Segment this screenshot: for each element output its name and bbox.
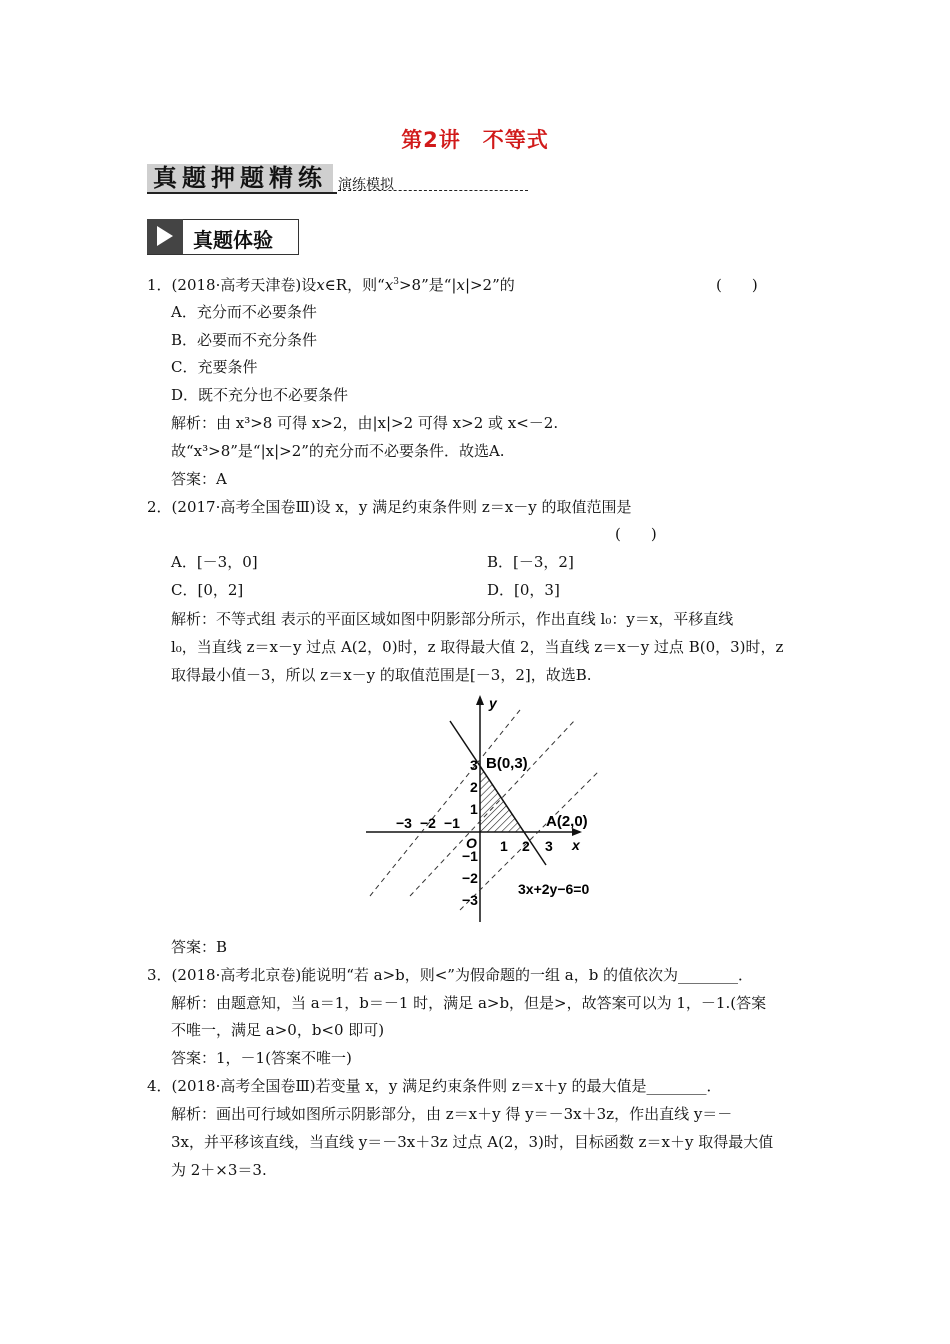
play-arrow-icon: [157, 226, 173, 246]
q1-answer-paren: ( ): [716, 276, 758, 294]
q2-analysis-line1: 解析：不等式组 表示的平面区域如图中阴影部分所示，作出直线 l₀：y＝x，平移直线: [171, 610, 734, 628]
section-banner: 真题押题精练: [147, 164, 333, 192]
q4-analysis-line3: 为 2＋×3＝3.: [171, 1161, 267, 1179]
q4-analysis-line1: 解析：画出可行域如图所示阴影部分，由 z＝x＋y 得 y＝－3x＋3z，作出直线 y＝－: [171, 1105, 733, 1123]
y-tick: −2: [462, 870, 478, 886]
y-tick: 2: [470, 779, 478, 795]
q2-answer-paren: ( ): [615, 525, 657, 543]
q1-analysis-line2: 故“x³>8”是“|x|>2”的充分而不必要条件．故选A.: [171, 442, 505, 460]
y-tick: −1: [462, 848, 478, 864]
x-tick: −2: [420, 815, 436, 831]
banner-subtitle: 演练模拟: [338, 177, 394, 193]
q4-analysis-line2: 3x，并平移该直线，当直线 y＝－3x＋3z 过点 A(2，3)时，目标函数 z＝x＋y 取得最大值: [171, 1133, 774, 1151]
q3-analysis-line2: 不唯一，满足 a>0，b<0 即可): [171, 1021, 385, 1039]
constraint-line: [450, 721, 546, 865]
x-tick: −1: [444, 815, 460, 831]
page-title: 第2讲 不等式: [401, 128, 549, 152]
q2-analysis-line3: 取得最小值－3，所以 z＝x－y 的取值范围是[－3，2]，故选B.: [171, 666, 592, 684]
q1-stem: 1．(2018·高考天津卷)设x∈R，则“$x^3>8$”是“|x|>2”的: [147, 276, 515, 294]
q1-option-c: C．充要条件: [171, 358, 258, 376]
point-a-label: A(2,0): [546, 813, 588, 830]
q3-analysis-line1: 解析：由题意知，当 a＝1，b＝－1 时，满足 a>b，但是>，故答案可以为 1，－1.(答案: [171, 994, 767, 1012]
q1-analysis-line1: 解析：由 x³>8 可得 x>2，由|x|>2 可得 x>2 或 x<－2.: [171, 414, 559, 432]
x-tick: 3: [545, 838, 553, 854]
q2-option-c: C．[0，2]: [171, 581, 244, 599]
x-tick: 2: [522, 838, 530, 854]
y-axis-arrow-icon: [476, 695, 484, 705]
q1-option-d: D．既不充分也不必要条件: [171, 386, 349, 404]
line-equation-label: 3x+2y−6=0: [518, 881, 590, 897]
y-tick: 3: [470, 757, 478, 773]
banner-dashed-rule: [338, 190, 528, 191]
q2-stem: 2．(2017·高考全国卷Ⅲ)设 x，y 满足约束条件则 z＝x－y 的取值范围是: [147, 498, 632, 516]
q1-option-b: B．必要而不充分条件: [171, 331, 318, 349]
q2-option-a: A．[－3，0]: [171, 553, 258, 571]
q4-stem: 4．(2018·高考全国卷Ⅲ)若变量 x，y 满足约束条件则 z＝x＋y 的最大值是________．: [147, 1077, 722, 1095]
feasible-region-figure: [360, 690, 640, 930]
origin-label: O: [466, 835, 477, 851]
y-axis-label: y: [489, 695, 497, 711]
q1-option-a: A．充分而不必要条件: [171, 303, 317, 321]
y-tick: −3: [462, 892, 478, 908]
q1-answer: 答案：A: [171, 470, 227, 488]
x-tick: −3: [396, 815, 412, 831]
point-b-label: B(0,3): [486, 755, 528, 772]
x-axis-label: x: [572, 837, 580, 853]
y-tick: 1: [470, 801, 478, 817]
q3-answer: 答案：1，－1(答案不唯一): [171, 1049, 352, 1067]
q3-stem: 3．(2018·高考北京卷)能说明“若 a>b，则<”为假命题的一组 a，b 的值依次为________．: [147, 966, 754, 984]
x-tick: 1: [500, 838, 508, 854]
q2-option-d: D．[0，3]: [487, 581, 560, 599]
q2-analysis-line2: l₀，当直线 z＝x－y 过点 A(2，0)时，z 取得最大值 2，当直线 z＝x－y 过点 B(0，3)时，z: [171, 638, 784, 656]
section-label: 真题体验: [193, 228, 273, 252]
dashed-line-2: [410, 720, 575, 896]
q2-option-b: B．[－3，2]: [487, 553, 574, 571]
banner-underline: [147, 192, 337, 194]
q2-answer: 答案：B: [171, 938, 228, 956]
